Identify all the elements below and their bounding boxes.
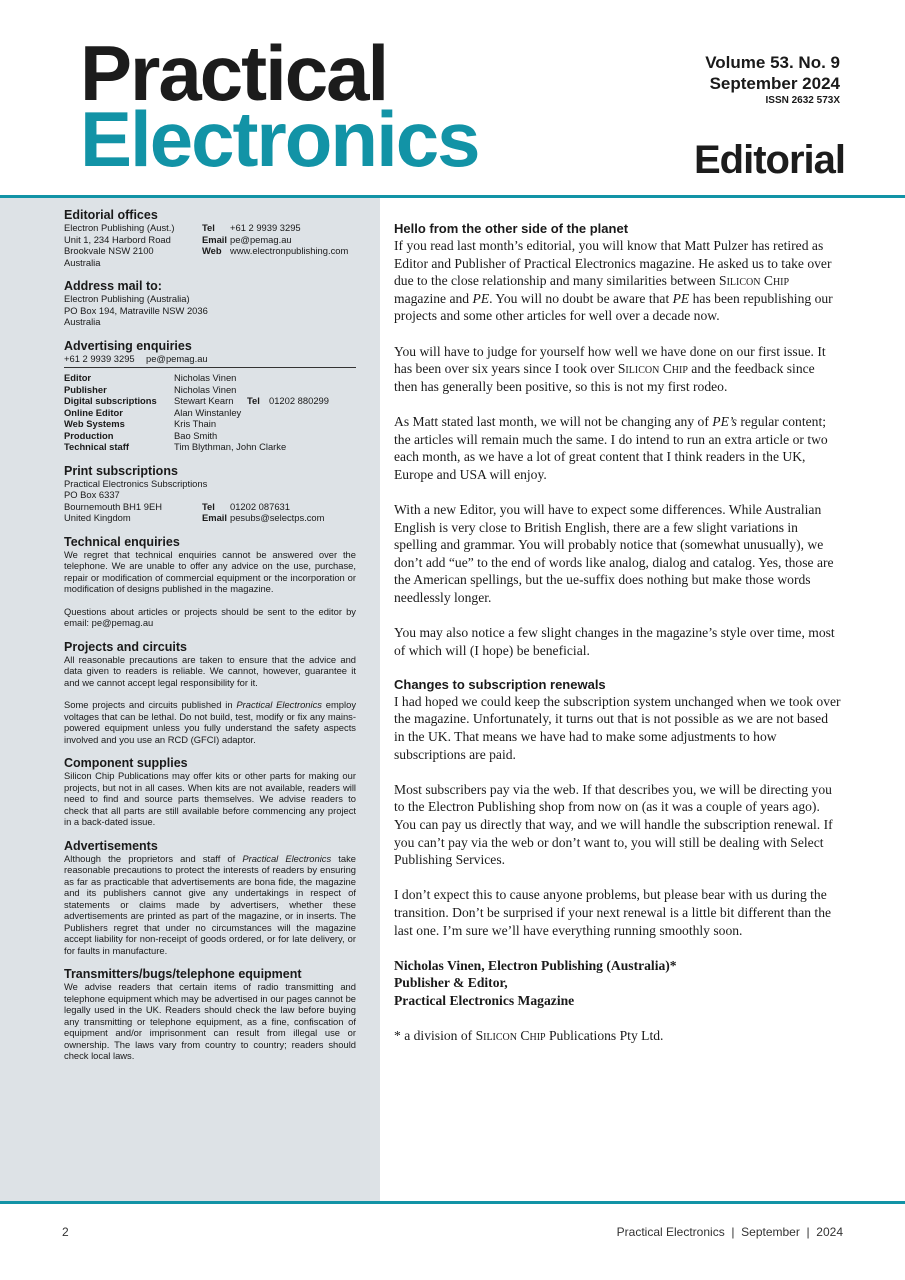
technical-enquiries-section	[64, 535, 356, 629]
components-section	[64, 756, 356, 828]
article-paragraph: You may also notice a few slight changes in the magazine’s style over time, most of which will (I hope) be beneficial.	[394, 625, 835, 658]
editorial-article	[394, 221, 841, 1062]
print-row	[64, 512, 356, 524]
projects-paragraph	[64, 699, 356, 745]
staff-name: Bao Smith	[174, 429, 218, 441]
text-run: has been republishing our projects and some other articles for well over a decade now.	[394, 290, 833, 324]
staff-row	[64, 441, 356, 453]
page-number: 2	[62, 1225, 69, 1239]
mail-line: Electron Publishing (Australia)	[64, 293, 190, 304]
text-run: Publications Pty Ltd.	[545, 1028, 664, 1044]
office-row	[64, 222, 356, 234]
mail-line: PO Box 194, Matraville NSW 2036	[64, 304, 208, 316]
article-paragraph: With a new Editor, you will have to expect some differences. While Australian English is very close to British English, there are a few slight variations in spelling and grammar. You will probably notice that (somewhat unusually), we don’t add “ue” to the end of words like analog, dialog and catalog. Yes, those are the American spellings, but the ue-suffix does nothing but make those words needlessly longer.	[394, 501, 834, 605]
logo-practical: Practical	[80, 29, 388, 117]
article-footnote	[394, 1027, 841, 1045]
text-run: and the feedback since then has generally been positive, so this is not my first rodeo.	[394, 361, 815, 394]
advertising-email: pe@pemag.au	[146, 352, 208, 364]
technical-paragraph: Questions about articles or projects should be sent to the editor by email: pe@pemag.au	[64, 605, 356, 628]
advertising-phone: +61 2 9939 3295	[64, 352, 135, 364]
projects-paragraph: All reasonable precautions are taken to ensure that the advice and data given to readers is reliable. We cannot, however, guarantee it and we cannot accept legal responsibility for it.	[64, 653, 356, 688]
staff-name: Kris Thain	[174, 418, 217, 429]
text-run: Although the proprietors and staff of	[64, 852, 243, 864]
magazine-name: Silicon Chip	[617, 361, 688, 377]
issue-date: September 2024	[709, 74, 840, 93]
signature-title: Publisher & Editor,	[394, 975, 508, 991]
mail-address-section	[64, 279, 356, 328]
office-street: Unit 1, 234 Harbord Road	[64, 233, 171, 245]
advertising-heading: Advertising enquiries	[64, 338, 192, 353]
print-line: Practical Electronics Subscriptions	[64, 477, 208, 489]
staff-role: Online Editor	[64, 406, 123, 418]
email-label: Email	[202, 512, 228, 523]
advertising-section	[64, 339, 356, 453]
magazine-abbrev: PE	[472, 290, 490, 306]
magazine-name: Silicon Chip	[475, 1028, 546, 1044]
technical-enquiries-heading: Technical enquiries	[64, 534, 180, 549]
text-run: regular content; the articles will remain much the same. I do intend to run an extra article or two each month, as we have a lot of great content that I think readers in the UK, Europe and USA will enjoy.	[394, 413, 828, 482]
issue-info	[705, 52, 840, 108]
print-subscriptions-section	[64, 464, 356, 524]
running-footer: Practical Electronics | September | 2024	[616, 1225, 843, 1239]
print-city: Bournemouth BH1 9EH	[64, 500, 162, 512]
advertising-contact	[64, 353, 356, 365]
advertisements-section	[64, 839, 356, 957]
staff-row	[64, 407, 356, 419]
signature-publication: Practical Electronics Magazine	[394, 992, 575, 1008]
staff-role: Editor	[64, 372, 92, 383]
tel-label: Tel	[247, 395, 260, 406]
staff-name: Nicholas Vinen	[174, 383, 237, 395]
article-paragraph: I don’t expect this to cause anyone problems, but please bear with us during the transition. Don’t be surprised if your next renewal is a little bit different than the last one. I’m sure we’ll have everything running smoothly soon.	[394, 887, 832, 938]
staff-phone: 01202 880299	[269, 395, 329, 406]
article-paragraph: I had hoped we could keep the subscription system unchanged when we took over the magazine. Unfortunately, it turns out that is not possible as we are not based in the UK. That means we have had to make some adjustments to how subscriptions are paid.	[394, 693, 841, 762]
article-paragraph	[394, 237, 841, 325]
staff-role: Digital subscriptions	[64, 395, 157, 406]
text-run: employ voltages that can be lethal. Do not build, test, modify or fix any mains-powered equipment unless you fully understand the safety aspects involved and you use an RCD (GFCI) adaptor.	[64, 699, 357, 745]
staff-role: Production	[64, 429, 114, 441]
logo-electronics: Electronics	[80, 95, 479, 183]
text-run: take reasonable precautions to protect the interests of readers by ensuring as far as practicable that advertisements are bona fide, the magazine and its publishers cannot give any undertakings in respect of statements or claims made by advertisers, whether these advertisements are printed as part of the magazine, or in inserts. The Publishers regret that under no circumstances will the magazine accept liability for non-receipt of goods ordered, or for late delivery, or for faults in manufacture.	[64, 852, 356, 956]
office-row	[64, 245, 356, 257]
article-heading: Hello from the other side of the planet	[394, 221, 629, 236]
text-run: If you read last month’s editorial, you will know that Matt Pulzer has retired as Editor and Publisher of Practical Electronics magazine. He asked us to take over due to the close relationship and many similarities between	[394, 238, 832, 289]
advertisements-heading: Advertisements	[64, 838, 158, 853]
print-row	[64, 501, 356, 513]
office-row	[64, 234, 356, 246]
staff-list	[64, 367, 356, 453]
text-run: . You will no doubt be aware that	[489, 290, 673, 306]
section-label: Editorial	[693, 138, 845, 182]
text-run: magazine and	[394, 290, 473, 306]
editorial-offices-heading: Editorial offices	[64, 208, 158, 222]
staff-role: Publisher	[64, 383, 107, 395]
web-label: Web	[202, 245, 222, 256]
text-run: Some projects and circuits published in	[64, 699, 237, 710]
text-run: * a division of	[394, 1028, 476, 1044]
signature-name: Nicholas Vinen, Electron Publishing (Australia)*	[394, 957, 677, 973]
staff-row	[64, 372, 356, 384]
staff-row	[64, 418, 356, 430]
components-heading: Component supplies	[64, 756, 188, 770]
mail-address-heading: Address mail to:	[64, 279, 162, 293]
staff-row	[64, 395, 356, 407]
volume-number: Volume 53. No. 9	[705, 53, 840, 72]
email-label: Email	[202, 233, 228, 245]
projects-heading: Projects and circuits	[64, 639, 187, 654]
transmitters-heading: Transmitters/bugs/telephone equipment	[64, 967, 302, 981]
print-phone: 01202 087631	[230, 500, 290, 512]
magazine-abbrev: PE	[672, 290, 690, 306]
magazine-abbrev: PE’s	[712, 413, 737, 429]
office-country: Australia	[64, 256, 101, 268]
article-paragraph	[394, 343, 841, 396]
technical-paragraph: We regret that technical enquiries cannot be answered over the telephone. We are unable to offer any advice on the use, purchase, repair or modification of commercial equipment or the incorporation or modification of designs published in the magazine.	[64, 548, 356, 594]
editorial-offices-section	[64, 208, 356, 268]
sidebar-content	[64, 208, 356, 1073]
magazine-name: Silicon Chip	[719, 273, 790, 289]
article-subheading: Changes to subscription renewals	[394, 676, 606, 692]
advertisements-paragraph	[64, 853, 356, 957]
office-email: pe@pemag.au	[230, 233, 292, 245]
issn: ISSN 2632 573X	[765, 95, 840, 106]
transmitters-section	[64, 967, 356, 1062]
signature-block	[394, 957, 841, 1010]
bottom-divider	[0, 1201, 905, 1204]
print-email: pesubs@selectps.com	[230, 512, 325, 523]
print-subscriptions-heading: Print subscriptions	[64, 463, 178, 478]
staff-name: Tim Blythman, John Clarke	[174, 441, 287, 452]
article-paragraph: Most subscribers pay via the web. If that describes you, we will be directing you to the Electron Publishing shop from now on (as it was a couple of years ago). You can pay us directly that way, and we will handle the subscription renewal. If you can’t pay via the web or don’t want to, you will still be dealing with Select Publishing Services.	[394, 781, 833, 868]
magazine-name: Practical Electronics	[242, 852, 332, 864]
sidebar-panel	[0, 198, 380, 1201]
article-paragraph	[394, 413, 841, 483]
components-paragraph: Silicon Chip Publications may offer kits or other parts for making our projects, but not in all cases. When kits are not available, readers will need to find and source parts themselves. We advise readers to check that all parts are still available before commencing any project in a back-dated issue.	[64, 770, 356, 827]
tel-label: Tel	[202, 500, 215, 512]
staff-row	[64, 430, 356, 442]
office-website: www.electronpublishing.com	[230, 245, 349, 256]
print-country: United Kingdom	[64, 512, 131, 523]
transmitters-paragraph: We advise readers that certain items of radio transmitting and telephone equipment which may be advertised in our pages cannot be legally used in the UK. Readers should check the law before buying any transmitting or telephone equipment, as a fine, confiscation of equipment and/or imprisonment can result from illegal use or ownership. The laws vary from country to country; readers should check local laws.	[64, 981, 356, 1061]
projects-section	[64, 640, 356, 746]
magazine-logo	[80, 29, 479, 183]
staff-role: Technical staff	[64, 441, 129, 452]
mail-line: Australia	[64, 316, 101, 327]
tel-label: Tel	[202, 222, 215, 233]
staff-name: Nicholas Vinen	[174, 372, 237, 383]
text-run: As Matt stated last month, we will not be changing any of	[394, 413, 713, 429]
text-run: You will have to judge for yourself how well we have done on our first issue. It has been over six years since I took over	[394, 343, 826, 377]
print-line: PO Box 6337	[64, 489, 120, 500]
office-company: Electron Publishing (Aust.)	[64, 222, 175, 233]
staff-name: Stewart Kearn	[174, 395, 234, 406]
magazine-name: Practical Electronics	[236, 699, 322, 710]
staff-role: Web Systems	[64, 418, 125, 429]
staff-row	[64, 384, 356, 396]
office-suburb: Brookvale NSW 2100	[64, 245, 154, 256]
staff-name: Alan Winstanley	[174, 406, 242, 418]
office-phone: +61 2 9939 3295	[230, 222, 301, 233]
